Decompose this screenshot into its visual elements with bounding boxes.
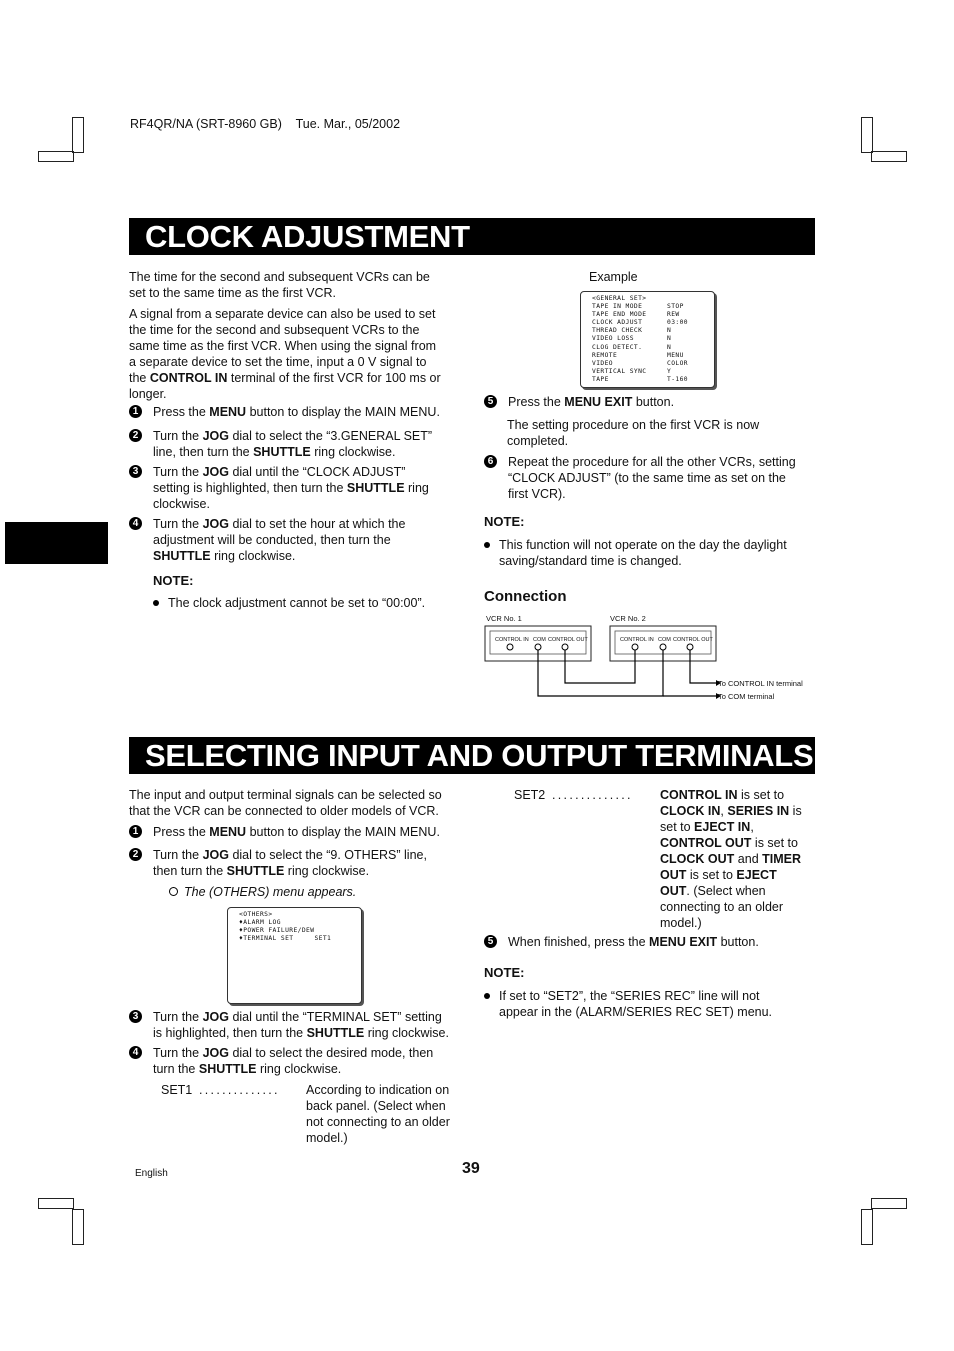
set2-line: set to EJECT IN, xyxy=(660,820,754,834)
connection-heading: Connection xyxy=(484,588,567,605)
io-terminals-title: SELECTING INPUT AND OUTPUT TERMINALS xyxy=(129,737,815,774)
screen-row-value: N xyxy=(667,343,672,351)
step-line: Turn the JOG dial until the “TERMINAL SET” setting xyxy=(153,1010,442,1024)
vcr1-terminal-control-out: CONTROL OUT xyxy=(548,637,588,643)
step-line: When finished, press the MENU EXIT button. xyxy=(508,935,759,949)
step-line: clockwise. xyxy=(153,497,210,511)
crop-mark-top-left-h xyxy=(38,151,74,162)
others-menu-appears: The (OTHERS) menu appears. xyxy=(169,884,356,900)
screen-row-label: VERTICAL SYNC xyxy=(592,367,647,375)
screen-row-value: STOP xyxy=(667,303,684,310)
general-set-screen xyxy=(580,291,715,388)
screen-row: ♦TERMINAL SET SET1 xyxy=(239,935,332,942)
screen-row-value: MENU xyxy=(667,351,684,359)
step-line: line, then turn the SHUTTLE ring clockwise. xyxy=(153,445,396,459)
set2-line: connecting to an older xyxy=(660,900,784,914)
set2-line: OUT is set to EJECT xyxy=(660,868,777,882)
vcr2-label: VCR No. 2 xyxy=(610,614,646,623)
crop-mark-top-left xyxy=(72,117,84,153)
screen-row-label: VIDEO xyxy=(592,359,613,367)
step-line: Repeat the procedure for all the other VCRs, setting xyxy=(508,455,796,469)
io-intro: The input and output terminal signals can be selected so that the VCR can be connected to older models of VCR. xyxy=(129,788,442,818)
step-line: Press the MENU EXIT button. xyxy=(508,395,675,409)
step-number-icon: 1 xyxy=(129,825,142,838)
set2-line: CLOCK IN, SERIES IN is xyxy=(660,804,802,818)
set1-leader-dots: .............. xyxy=(199,1083,280,1097)
set1-label: SET1 xyxy=(161,1083,193,1097)
note-heading: NOTE: xyxy=(484,514,525,529)
step-number-icon: 4 xyxy=(129,1046,142,1059)
intro-line: the time for the second and subsequent VCRs to the xyxy=(129,323,420,337)
hollow-bullet-icon xyxy=(169,887,178,896)
step-line: “CLOCK ADJUST” (to the same time as set on the xyxy=(508,471,786,485)
intro-line: a separate device to set the time, input a 0 V signal to xyxy=(129,355,427,369)
crop-mark-bottom-right xyxy=(861,1209,873,1245)
step-line: Turn the JOG dial to set the hour at which the xyxy=(153,517,406,531)
vcr1-label: VCR No. 1 xyxy=(486,614,522,623)
set2-line: CONTROL IN is set to xyxy=(660,788,785,802)
page-number: 39 xyxy=(462,1160,480,1177)
crop-mark-bottom-left-h xyxy=(38,1198,74,1209)
screen-row-value: N xyxy=(667,335,672,343)
vcr2-terminal-control-in: CONTROL IN xyxy=(620,637,654,643)
screen-row-label: THREAD CHECK xyxy=(592,327,643,335)
to-control-in-label: To CONTROL IN terminal xyxy=(718,679,803,688)
screen-row: ♦POWER FAILURE/DEW xyxy=(239,927,315,934)
intro-line: same time as the first VCR. When using the signal from xyxy=(129,339,437,353)
set2-description xyxy=(660,787,802,931)
screen-row-label: TAPE END MODE xyxy=(592,311,647,319)
vcr2-com-jack xyxy=(660,644,666,650)
screen-row-value: Y xyxy=(667,367,672,375)
step-line: then turn the SHUTTLE ring clockwise. xyxy=(153,864,370,878)
bullet-dot xyxy=(484,542,490,548)
step-line: adjustment will be conducted, then turn the xyxy=(153,533,391,547)
vcr2-terminal-control-out: CONTROL OUT xyxy=(673,637,713,643)
step-line: Turn the JOG dial to select the “3.GENERAL SET” xyxy=(153,429,433,443)
crop-mark-top-right-h xyxy=(871,151,907,162)
bullet-dot xyxy=(484,993,490,999)
note-heading: NOTE: xyxy=(153,573,194,588)
screen-row-label: REMOTE xyxy=(592,351,618,359)
vcr1-control-out-jack xyxy=(562,644,568,650)
section-tab xyxy=(5,522,108,564)
bullet-dot xyxy=(153,600,159,606)
intro-line: A signal from a separate device can also be used to set xyxy=(129,307,436,321)
step-number-icon: 4 xyxy=(129,517,142,530)
screen-row-label: TAPE xyxy=(592,375,609,383)
step-number-icon: 5 xyxy=(484,395,497,408)
crop-mark-bottom-right-h xyxy=(871,1198,907,1209)
step-line: Turn the JOG dial to select the “9. OTHERS” line, xyxy=(153,848,427,862)
screen-row-value: REW xyxy=(667,311,680,319)
step-number-icon: 3 xyxy=(129,1010,142,1023)
screen-row-label: VIDEO LOSS xyxy=(592,335,634,343)
screen-row-value: 03:00 xyxy=(667,319,688,327)
intro-line: set to the same time as the first VCR. xyxy=(129,286,337,300)
example-label: Example xyxy=(589,270,638,284)
screen-row-label: TAPE IN MODE xyxy=(592,303,643,310)
step-line: setting is highlighted, then turn the SHUTTLE ring xyxy=(153,481,429,495)
step-line: Turn the JOG dial to select the desired mode, then xyxy=(153,1046,434,1060)
intro-line: longer. xyxy=(129,387,167,401)
set2-line: OUT. (Select when xyxy=(660,884,766,898)
vcr2-control-in-jack xyxy=(632,644,638,650)
vcr1-com-jack xyxy=(535,644,541,650)
step-line: Press the MENU button to display the MAIN MENU. xyxy=(153,825,440,839)
vcr2-control-out-jack xyxy=(687,644,693,650)
step-line: Press the MENU button to display the MAIN MENU. xyxy=(153,405,440,419)
vcr1-control-in-jack xyxy=(507,644,513,650)
step-number-icon: 5 xyxy=(484,935,497,948)
set2-line: model.) xyxy=(660,916,702,930)
intro-line: The time for the second and subsequent VCRs can be xyxy=(129,270,430,284)
set2-leader-dots: .............. xyxy=(552,788,633,802)
set1-description: According to indication on back panel. (Select when not connecting to an older model.) xyxy=(306,1083,450,1145)
screen-row: ♦ALARM LOG xyxy=(239,919,281,926)
document-header: RF4QR/NA (SRT-8960 GB) Tue. Mar., 05/2002 xyxy=(130,117,401,131)
screen-row-value: COLOR xyxy=(667,359,688,367)
others-menu-screen xyxy=(227,907,362,1004)
step-number-icon: 1 xyxy=(129,405,142,418)
set2-label: SET2 xyxy=(514,788,546,802)
crop-mark-bottom-left xyxy=(72,1209,84,1245)
vcr2-terminal-com: COM xyxy=(658,637,671,643)
set2-line: CLOCK OUT and TIMER xyxy=(660,852,802,866)
screen-header: <OTHERS> xyxy=(239,911,273,918)
vcr1-terminal-control-in: CONTROL IN xyxy=(495,637,529,643)
step-line: turn the SHUTTLE ring clockwise. xyxy=(153,1062,342,1076)
intro-line: the CONTROL IN terminal of the first VCR for 100 ms or xyxy=(129,371,441,385)
screen-row-label: CLOG DETECT. xyxy=(592,343,643,351)
screen-header: <GENERAL SET> xyxy=(592,295,647,302)
step5-extra: The setting procedure on the first VCR is now completed. xyxy=(507,418,760,448)
step-line: SHUTTLE ring clockwise. xyxy=(153,549,296,563)
clock-intro xyxy=(129,269,469,402)
step-number-icon: 2 xyxy=(129,429,142,442)
step-line: first VCR). xyxy=(508,487,566,501)
note-heading: NOTE: xyxy=(484,965,525,980)
screen-row-value: T-160 xyxy=(667,375,688,383)
step-number-icon: 6 xyxy=(484,455,497,468)
to-com-label: To COM terminal xyxy=(718,692,775,701)
crop-mark-top-right xyxy=(861,117,873,153)
clock-adjustment-title: CLOCK ADJUSTMENT xyxy=(129,218,815,255)
step-line: is highlighted, then turn the SHUTTLE ring clockwise. xyxy=(153,1026,449,1040)
language-label: English xyxy=(135,1168,168,1179)
screen-row-label: CLOCK ADJUST xyxy=(592,319,643,327)
screen-row-value: N xyxy=(667,327,672,335)
step-number-icon: 2 xyxy=(129,848,142,861)
step-line: Turn the JOG dial until the “CLOCK ADJUST” xyxy=(153,465,406,479)
vcr1-terminal-com: COM xyxy=(533,637,546,643)
step-number-icon: 3 xyxy=(129,465,142,478)
set2-line: CONTROL OUT is set to xyxy=(660,836,798,850)
